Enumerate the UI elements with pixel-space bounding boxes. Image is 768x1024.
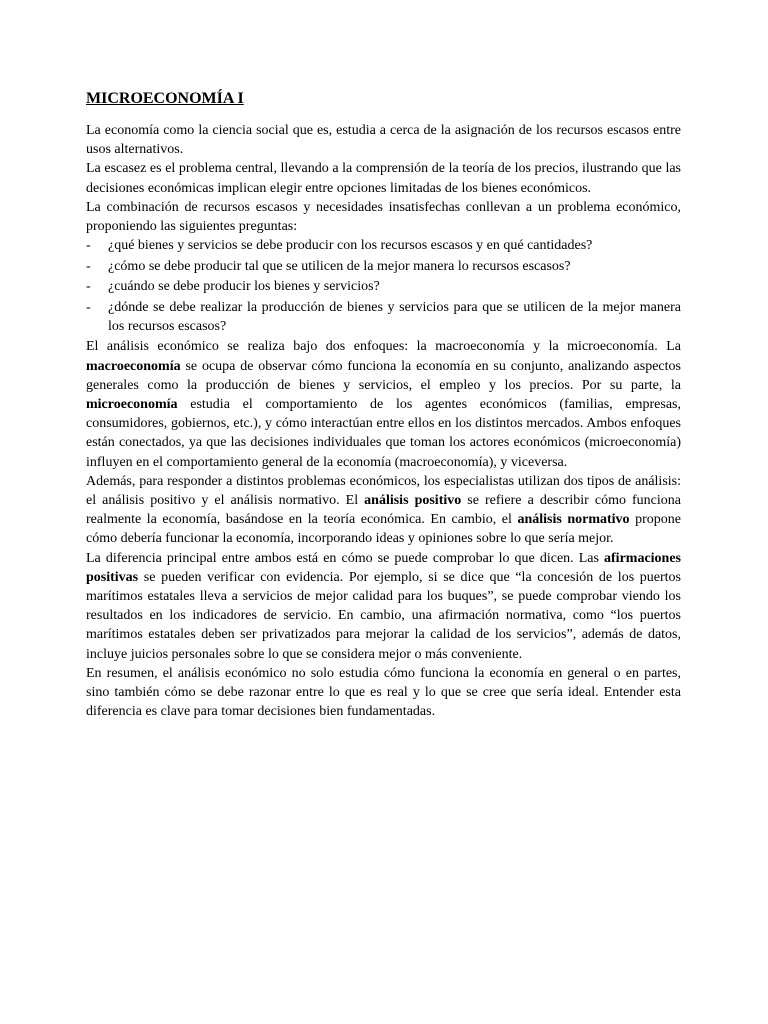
text-run: estudia el comportamiento de los agentes económicos (familias, empresas, consumidores, gobiernos, etc.), y cómo interactúan entre ellos en los distintos mercados. Ambos enfoques están conectados, ya que las decisiones individuales que toman los actores económicos (microeconomía) influyen en el comportamiento general de la economía (macroeconomía), y viceversa. [86,397,681,470]
term-macroeconomia: macroeconomía [86,358,181,374]
bullet-dash: - [86,258,91,274]
question-what: ¿qué bienes y servicios se debe producir con los recursos escasos y en qué cantidades? [108,238,593,254]
paragraph-analysis-types [86,472,681,549]
bullet-dash: - [86,299,91,315]
document-page [86,88,681,721]
document-title: MICROECONOMÍA I [86,90,244,107]
paragraph-difference [86,549,681,664]
text-run: se refiere a describir cómo funciona realmente la economía, basándose en la teoría económica. En cambio, el [86,493,681,528]
list-item [86,257,681,276]
question-how: ¿cómo se debe producir tal que se utilicen de la mejor manera lo recursos escasos? [108,258,571,274]
text-run: El análisis económico se realiza bajo dos enfoques: la macroeconomía y la microeconomía. La [86,339,681,355]
list-item [86,298,681,336]
paragraph-approaches [86,337,681,471]
text-run: propone cómo debería funcionar la economía, incorporando ideas y opiniones sobre lo que sería mejor. [86,512,681,547]
question-where: ¿dónde se debe realizar la producción de bienes y servicios para que se utilicen de la mejor manera los recursos escasos? [108,299,681,334]
bullet-dash: - [86,238,91,254]
text-run: Además, para responder a distintos problemas económicos, los especialistas utilizan dos tipos de análisis: el análisis positivo y el análisis normativo. El [86,473,681,509]
term-analisis-positivo: análisis positivo [364,493,462,509]
paragraph-economic-problem: La combinación de recursos escasos y necesidades insatisfechas conllevan a un problema económico, proponiendo las siguientes preguntas: [86,199,681,235]
paragraph-scarcity: La escasez es el problema central, llevando a la comprensión de la teoría de los precios, ilustrando que las decisiones económicas implican elegir entre opciones limitadas de los bienes económicos. [86,161,681,196]
text-run: se ocupa de observar cómo funciona la economía en su conjunto, analizando aspectos generales como la producción de bienes y servicios, el empleo y los precios. Por su parte, la [86,358,681,393]
question-when: ¿cuándo se debe producir los bienes y servicios? [108,279,380,295]
paragraph-definition: La economía como la ciencia social que es, estudia a cerca de la asignación de los recursos escasos entre usos alternativos. [86,123,681,158]
term-analisis-normativo: análisis normativo [517,512,630,528]
list-item [86,277,681,296]
text-run: se pueden verificar con evidencia. Por ejemplo, si se dice que “la concesión de los puertos marítimos estatales lleva a servicios de mejor calidad para los buques”, se puede comprobar viendo los resultados en los indicadores de servicio. En cambio, una afirmación normativa, como “los puertos marítimos estatales deben ser privatizados para mejorar la calidad de los servicios”, además de datos, incluye juicios personales sobre lo que se considera mejor o más conveniente. [86,569,681,662]
paragraph-summary: En resumen, el análisis económico no solo estudia cómo funciona la economía en general o en partes, sino también cómo se debe razonar entre lo que es real y lo que se cree que sería ideal. Entender esta diferencia es clave para tomar decisiones bien fundamentadas. [86,665,681,720]
term-microeconomia: microeconomía [86,397,178,413]
list-item [86,236,681,255]
term-afirmaciones-positivas: afirmaciones positivas [86,550,681,585]
bullet-dash: - [86,279,91,295]
questions-list [86,236,681,336]
text-run: La diferencia principal entre ambos está en cómo se puede comprobar lo que dicen. Las [86,550,605,566]
